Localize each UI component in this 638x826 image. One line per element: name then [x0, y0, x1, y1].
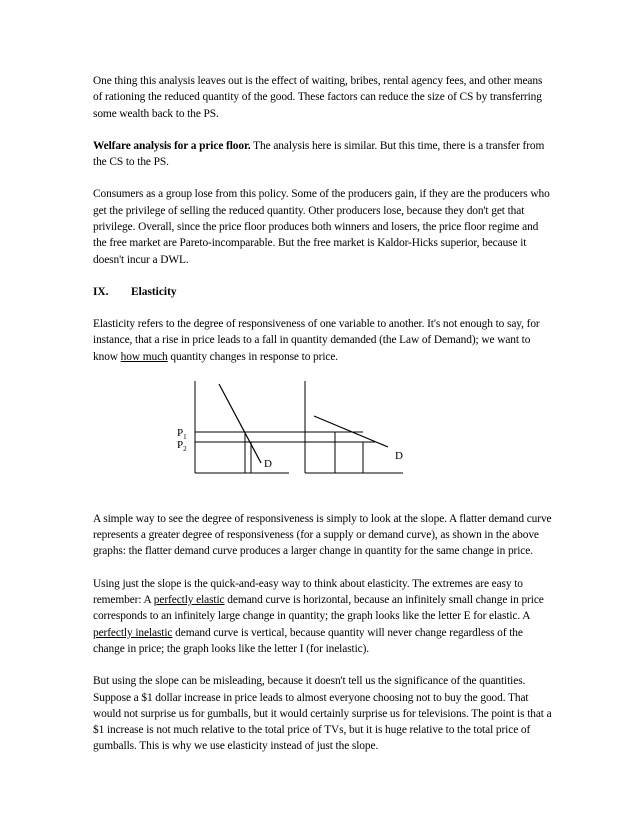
steep-demand-curve — [219, 384, 261, 463]
p1-label: $P_1$ — [177, 426, 187, 441]
paragraph-misleading: But using the slope can be misleading, because it doesn't tell us the significance of the quantities. Suppose a $1 dollar increase in price leads to almost everyone choosing not to buy the good. That would not surprise us for gumballs, but it would certainly surprise us for televisions. The point is that a $1 increase is not much relative to the total price of TVs, but it is huge relative to the total price of gumballs. This is why we use elasticity instead of just the slope. — [93, 675, 552, 753]
paragraph-consumers: Consumers as a group lose from this policy. Some of the producers gain, if they are the producers who get the privilege of selling the reduced quantity. Other producers lose, because they don't get that privilege. Overall, since the price floor produces both winners and losers, the price floor regime and the free market are Pareto-incomparable. But the free market is Kaldor-Hicks superior, because it doesn't incur a DWL. — [93, 188, 550, 266]
price-floor-heading: Welfare analysis for a price floor. — [93, 139, 251, 152]
demand-graphs-svg — [93, 379, 553, 497]
price-floor-text: The analysis here is similar. But this time, there is a transfer from the CS to the PS. — [93, 139, 545, 169]
perfectly-inelastic-underlined: perfectly inelastic — [93, 626, 173, 639]
flat-curve-label: D — [395, 449, 403, 462]
elasticity-intro-text-end: quantity changes in response to price. — [167, 350, 339, 363]
how-much-underlined: how much — [120, 350, 168, 363]
steep-curve-label: D — [264, 457, 272, 470]
extremes-text-1: Using just the slope is the quick-and-easy way to think about elasticity. The extremes are easy to remember: A — [93, 577, 523, 607]
perfectly-elastic-underlined: perfectly elastic — [153, 594, 225, 607]
extremes-text-3: demand curve is vertical, because quantity will never change regardless of the change in price; the graph looks like the letter I (for inelastic). — [93, 626, 523, 655]
document-page — [93, 73, 553, 771]
extremes-text-2: demand curve is horizontal, because an infinitely small change in price corresponds to an infinitely large change in quantity; the graph looks like the letter E for elastic. A — [93, 594, 544, 623]
paragraph-price-floor — [93, 138, 553, 171]
paragraph-rationing: One thing this analysis leaves out is the effect of waiting, bribes, rental agency fees, and other means of rationing the reduced quantity of the good. These factors can reduce the size of CS by transferring some wealth back to the PS. — [93, 75, 543, 120]
elasticity-intro-text: Elasticity refers to the degree of responsiveness of one variable to another. It's not enough to say, for instance, that a rise in price leads to a fall in quantity demanded (the Law of Demand); we want to know — [93, 317, 540, 363]
section-title: Elasticity — [131, 285, 177, 298]
demand-graphs — [93, 379, 553, 497]
section-heading — [93, 284, 553, 300]
p2-label: $P_2$ — [177, 438, 187, 453]
section-number: IX. — [93, 285, 109, 298]
paragraph-extremes — [93, 576, 553, 657]
paragraph-elasticity-intro — [93, 316, 553, 365]
paragraph-slope: A simple way to see the degree of responsiveness is simply to look at the slope. A flatter demand curve represents a greater degree of responsiveness (for a supply or demand curve), as shown in the above graphs: the flatter demand curve produces a larger change in quantity for the same change in price. — [93, 512, 552, 558]
